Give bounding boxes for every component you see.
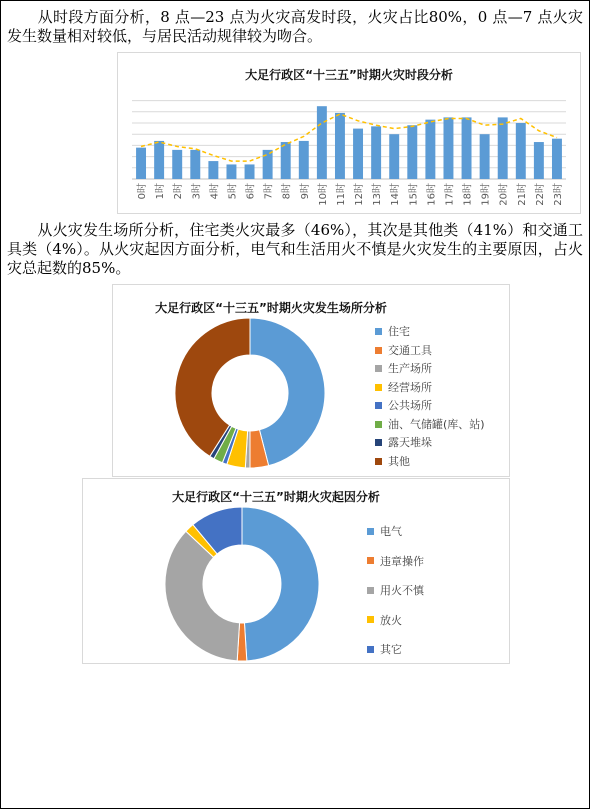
chart-title-time: 大足行政区“十三五”时期火灾时段分析 xyxy=(245,68,453,82)
bar-22时 xyxy=(534,142,544,179)
bar-16时 xyxy=(425,120,435,179)
bar-5时 xyxy=(226,164,236,179)
legend-swatch xyxy=(367,528,374,535)
slice-电气 xyxy=(242,507,319,661)
legend-label: 电气 xyxy=(380,525,402,538)
x-tick-label: 0时 xyxy=(137,183,149,200)
chart-title-location: 大足行政区“十三五”时期火灾发生场所分析 xyxy=(155,301,387,315)
x-tick-label: 15时 xyxy=(408,183,420,206)
bar-4时 xyxy=(208,161,218,179)
bar-14时 xyxy=(389,134,399,179)
legend-label: 经营场所 xyxy=(388,380,432,394)
x-tick-label: 18时 xyxy=(462,183,474,206)
legend-item xyxy=(375,453,485,472)
time-period-chart xyxy=(117,52,581,214)
legend-label: 其它 xyxy=(380,643,402,656)
paragraph-time-analysis: 从时段方面分析，8 点—23 点为火灾高发时段，火灾占比80%，0 点—7 点火灾发生数量相对较低，与居民活动规律较为吻合。 xyxy=(7,8,583,45)
bar-17时 xyxy=(443,117,453,179)
bar-10时 xyxy=(317,106,327,179)
bar-15时 xyxy=(407,125,417,179)
legend-label: 用火不慎 xyxy=(380,584,424,597)
legend-item xyxy=(375,416,485,435)
bar-20时 xyxy=(498,117,508,179)
x-tick-label: 9时 xyxy=(299,183,311,200)
x-tick-label: 14时 xyxy=(390,183,402,206)
legend-item xyxy=(375,323,485,342)
bar-7时 xyxy=(263,150,273,179)
legend-item xyxy=(375,360,485,379)
legend-label: 露天堆垛 xyxy=(388,436,432,449)
location-legend xyxy=(375,323,485,471)
cause-legend xyxy=(367,517,424,665)
legend-item xyxy=(367,576,424,606)
legend-label: 生产场所 xyxy=(388,362,432,375)
legend-item xyxy=(367,517,424,547)
legend-swatch xyxy=(367,616,374,623)
slice-用火不慎 xyxy=(165,531,240,661)
bar-21时 xyxy=(516,123,526,179)
paragraph-location-cause-analysis: 从火灾发生场所分析，住宅类火灾最多（46%），其次是其他类（41%）和交通工具类（4%）。从火灾起因方面分析，电气和生活用火不慎是火灾发生的主要原因，占火灾总起数的85%。 xyxy=(7,221,583,277)
time-bar-svg xyxy=(118,53,580,213)
x-tick-label: 23时 xyxy=(552,183,564,206)
x-tick-label: 3时 xyxy=(191,183,203,200)
trend-line xyxy=(141,114,557,161)
legend-label: 放火 xyxy=(380,613,402,627)
x-tick-label: 17时 xyxy=(444,183,456,206)
legend-label: 交通工具 xyxy=(388,343,432,357)
legend-swatch xyxy=(367,587,374,594)
legend-item xyxy=(367,547,424,577)
bar-19时 xyxy=(480,134,490,179)
legend-swatch xyxy=(375,365,382,372)
x-tick-label: 4时 xyxy=(209,183,221,200)
bar-11时 xyxy=(335,113,345,179)
bar-13时 xyxy=(371,126,381,179)
cause-donut-svg xyxy=(83,479,509,663)
legend-swatch xyxy=(367,557,374,564)
x-tick-label: 6时 xyxy=(245,183,257,200)
x-tick-label: 19时 xyxy=(480,183,492,206)
bar-2时 xyxy=(172,150,182,179)
legend-swatch xyxy=(375,384,382,391)
x-tick-label: 16时 xyxy=(426,183,438,206)
bar-18时 xyxy=(462,117,472,179)
legend-swatch xyxy=(375,458,382,465)
legend-swatch xyxy=(375,347,382,354)
bar-12时 xyxy=(353,129,363,179)
x-tick-label: 20时 xyxy=(498,183,510,206)
legend-label: 违章操作 xyxy=(380,554,424,568)
legend-label: 油、气储罐(库、站) xyxy=(388,417,485,431)
bar-6时 xyxy=(245,164,255,179)
legend-item xyxy=(375,379,485,398)
chart-title-cause: 大足行政区“十三五”时期火灾起因分析 xyxy=(172,490,380,504)
bar-8时 xyxy=(281,142,291,179)
legend-item xyxy=(375,397,485,416)
location-chart xyxy=(112,284,510,477)
cause-chart xyxy=(82,478,510,664)
legend-item xyxy=(375,342,485,361)
legend-item xyxy=(367,635,424,665)
x-tick-label: 13时 xyxy=(372,183,384,206)
legend-swatch xyxy=(375,402,382,409)
legend-swatch xyxy=(367,646,374,653)
legend-label: 住宅 xyxy=(388,325,410,338)
bar-3时 xyxy=(190,150,200,179)
bar-23时 xyxy=(552,139,562,179)
x-tick-label: 7时 xyxy=(263,183,275,200)
x-tick-label: 1时 xyxy=(155,183,167,200)
bar-0时 xyxy=(136,148,146,179)
x-tick-label: 22时 xyxy=(534,183,546,206)
legend-item xyxy=(375,434,485,453)
legend-label: 其他 xyxy=(388,454,410,468)
x-tick-label: 21时 xyxy=(516,183,528,206)
legend-swatch xyxy=(375,328,382,335)
bar-1时 xyxy=(154,141,164,179)
legend-swatch xyxy=(375,421,382,428)
x-tick-label: 8时 xyxy=(281,183,293,200)
x-tick-label: 11时 xyxy=(335,183,347,206)
x-tick-label: 10时 xyxy=(317,183,329,206)
x-tick-label: 12时 xyxy=(354,183,366,206)
legend-label: 公共场所 xyxy=(388,399,432,412)
bar-9时 xyxy=(299,141,309,179)
x-tick-label: 5时 xyxy=(227,183,239,200)
legend-swatch xyxy=(375,439,382,446)
legend-item xyxy=(367,606,424,636)
x-tick-label: 2时 xyxy=(173,183,185,200)
